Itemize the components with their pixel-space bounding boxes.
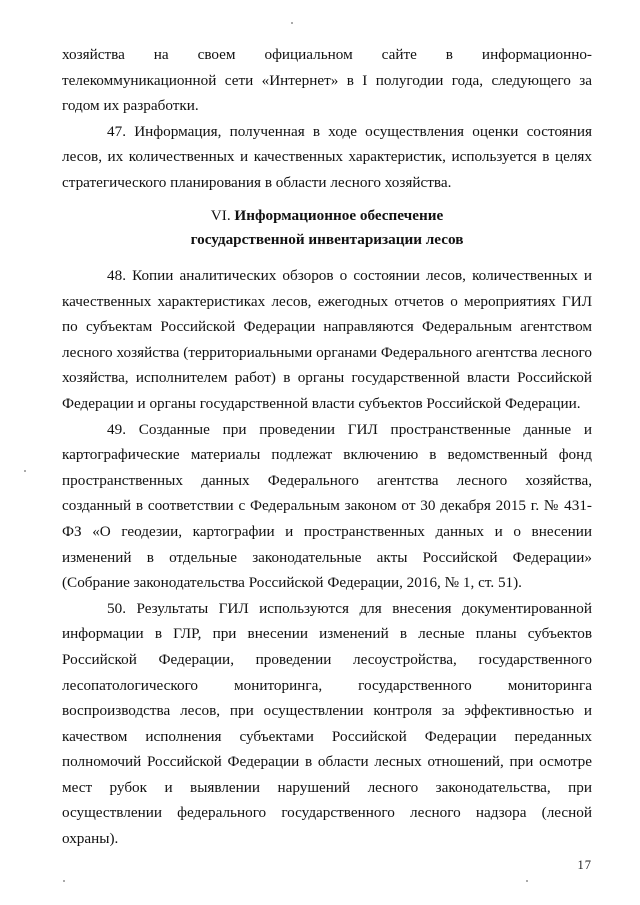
scan-speck xyxy=(24,470,26,472)
text-block-main xyxy=(62,263,592,852)
section-title-line1: Информационное обеспечение xyxy=(234,207,444,224)
section-title-line2: государственной инвентаризации лесов xyxy=(190,231,464,248)
paragraph-50: 50. Результаты ГИЛ используются для внесения документированной информации в ГЛР, при внесении изменений в лесные планы субъектов Российской Федерации, проведении лесоустройства, государственного лесопатологического мониторинга, государственного мониторинга воспроизводства лесов, при осуществлении контроля за эффективностью и качеством исполнения субъектами Российской Федерации переданных полномочий Российской Федерации в области лесных отношений, при осмотре мест рубок и выявлении нарушений лесного законодательства, при осуществлении федерального государственного лесного надзора (лесной охраны). xyxy=(62,599,592,848)
paragraph-48: 48. Копии аналитических обзоров о состоянии лесов, количественных и качественных характеристиках лесов, ежегодных отчетов о мероприятиях ГИЛ по субъектам Российской Федерации направляются Федеральным агентством лесного хозяйства (территориальными органами Федерального агентства лесного хозяйства, исполнителем работ) в органы государственной власти Российской Федерации и органы государственной власти субъектов Российской Федерации. xyxy=(62,267,592,412)
scan-speck xyxy=(526,880,528,882)
text-block-top xyxy=(62,42,592,196)
section-number: VI. xyxy=(210,207,231,224)
section-heading xyxy=(62,204,592,252)
scan-speck xyxy=(291,22,293,24)
paragraph-49: 49. Созданные при проведении ГИЛ пространственные данные и картографические материалы подлежат включению в ведомственный фонд пространственных данных Федерального агентства лесного хозяйства, созданный в соответствии с Федеральным законом от 30 декабря 2015 г. № 431-ФЗ «О геодезии, картографии и пространственных данных и о внесении изменений в отдельные законодательные акты Российской Федерации» (Собрание законодательства Российской Федерации, 2016, № 1, ст. 51). xyxy=(62,420,592,592)
paragraph-47: 47. Информация, полученная в ходе осуществления оценки состояния лесов, их количественных и качественных характеристик, используется в целях стратегического планирования в области лесного хозяйства. xyxy=(62,122,592,191)
page-number: 17 xyxy=(577,858,592,872)
scan-speck xyxy=(63,880,65,882)
intro-paragraph: хозяйства на своем официальном сайте в информационно-телекоммуникационной сети «Интернет» в I полугодии года, следующего за годом их разработки. xyxy=(62,46,592,115)
